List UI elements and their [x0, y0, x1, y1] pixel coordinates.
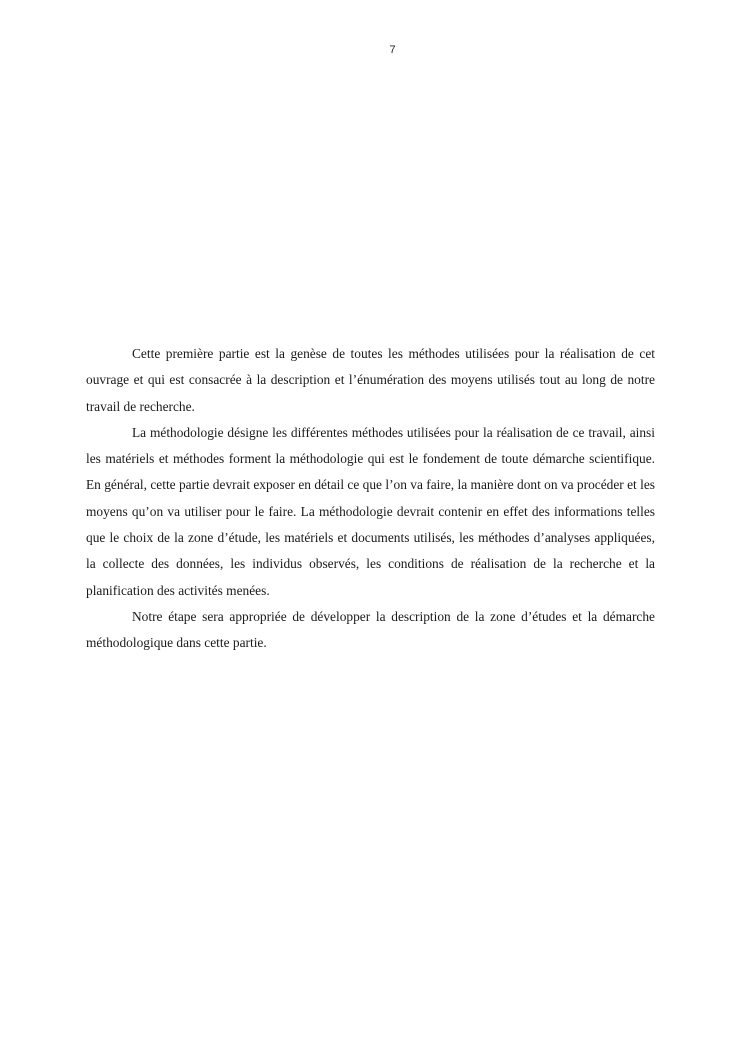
- paragraph-intro: Cette première partie est la genèse de toutes les méthodes utilisées pour la réalisation de cet ouvrage et qui est consacrée à la description et l’énumération des moyens utilisés tout au long de notre travail de recherche.: [86, 346, 655, 414]
- body-text: [86, 341, 655, 657]
- paragraph-conclusion: Notre étape sera appropriée de développer la description de la zone d’études et la démarche méthodologique dans cette partie.: [86, 608, 655, 651]
- page-number: 7: [389, 44, 396, 56]
- paragraph-methodology: La méthodologie désigne les différentes méthodes utilisées pour la réalisation de ce travail, ainsi les matériels et méthodes forment la méthodologie qui est le fondement de toute démarche scientifique. En général, cette partie devrait exposer en détail ce que l’on va faire, la manière dont on va procéder et les moyens qu’on va utiliser pour le faire. La méthodologie devrait contenir en effet des informations telles que le choix de la zone d’étude, les matériels et documents utilisés, les méthodes d’analyses appliquées, la collecte des données, les individus observés, les conditions de réalisation de la recherche et la planification des activités menées.: [86, 424, 655, 598]
